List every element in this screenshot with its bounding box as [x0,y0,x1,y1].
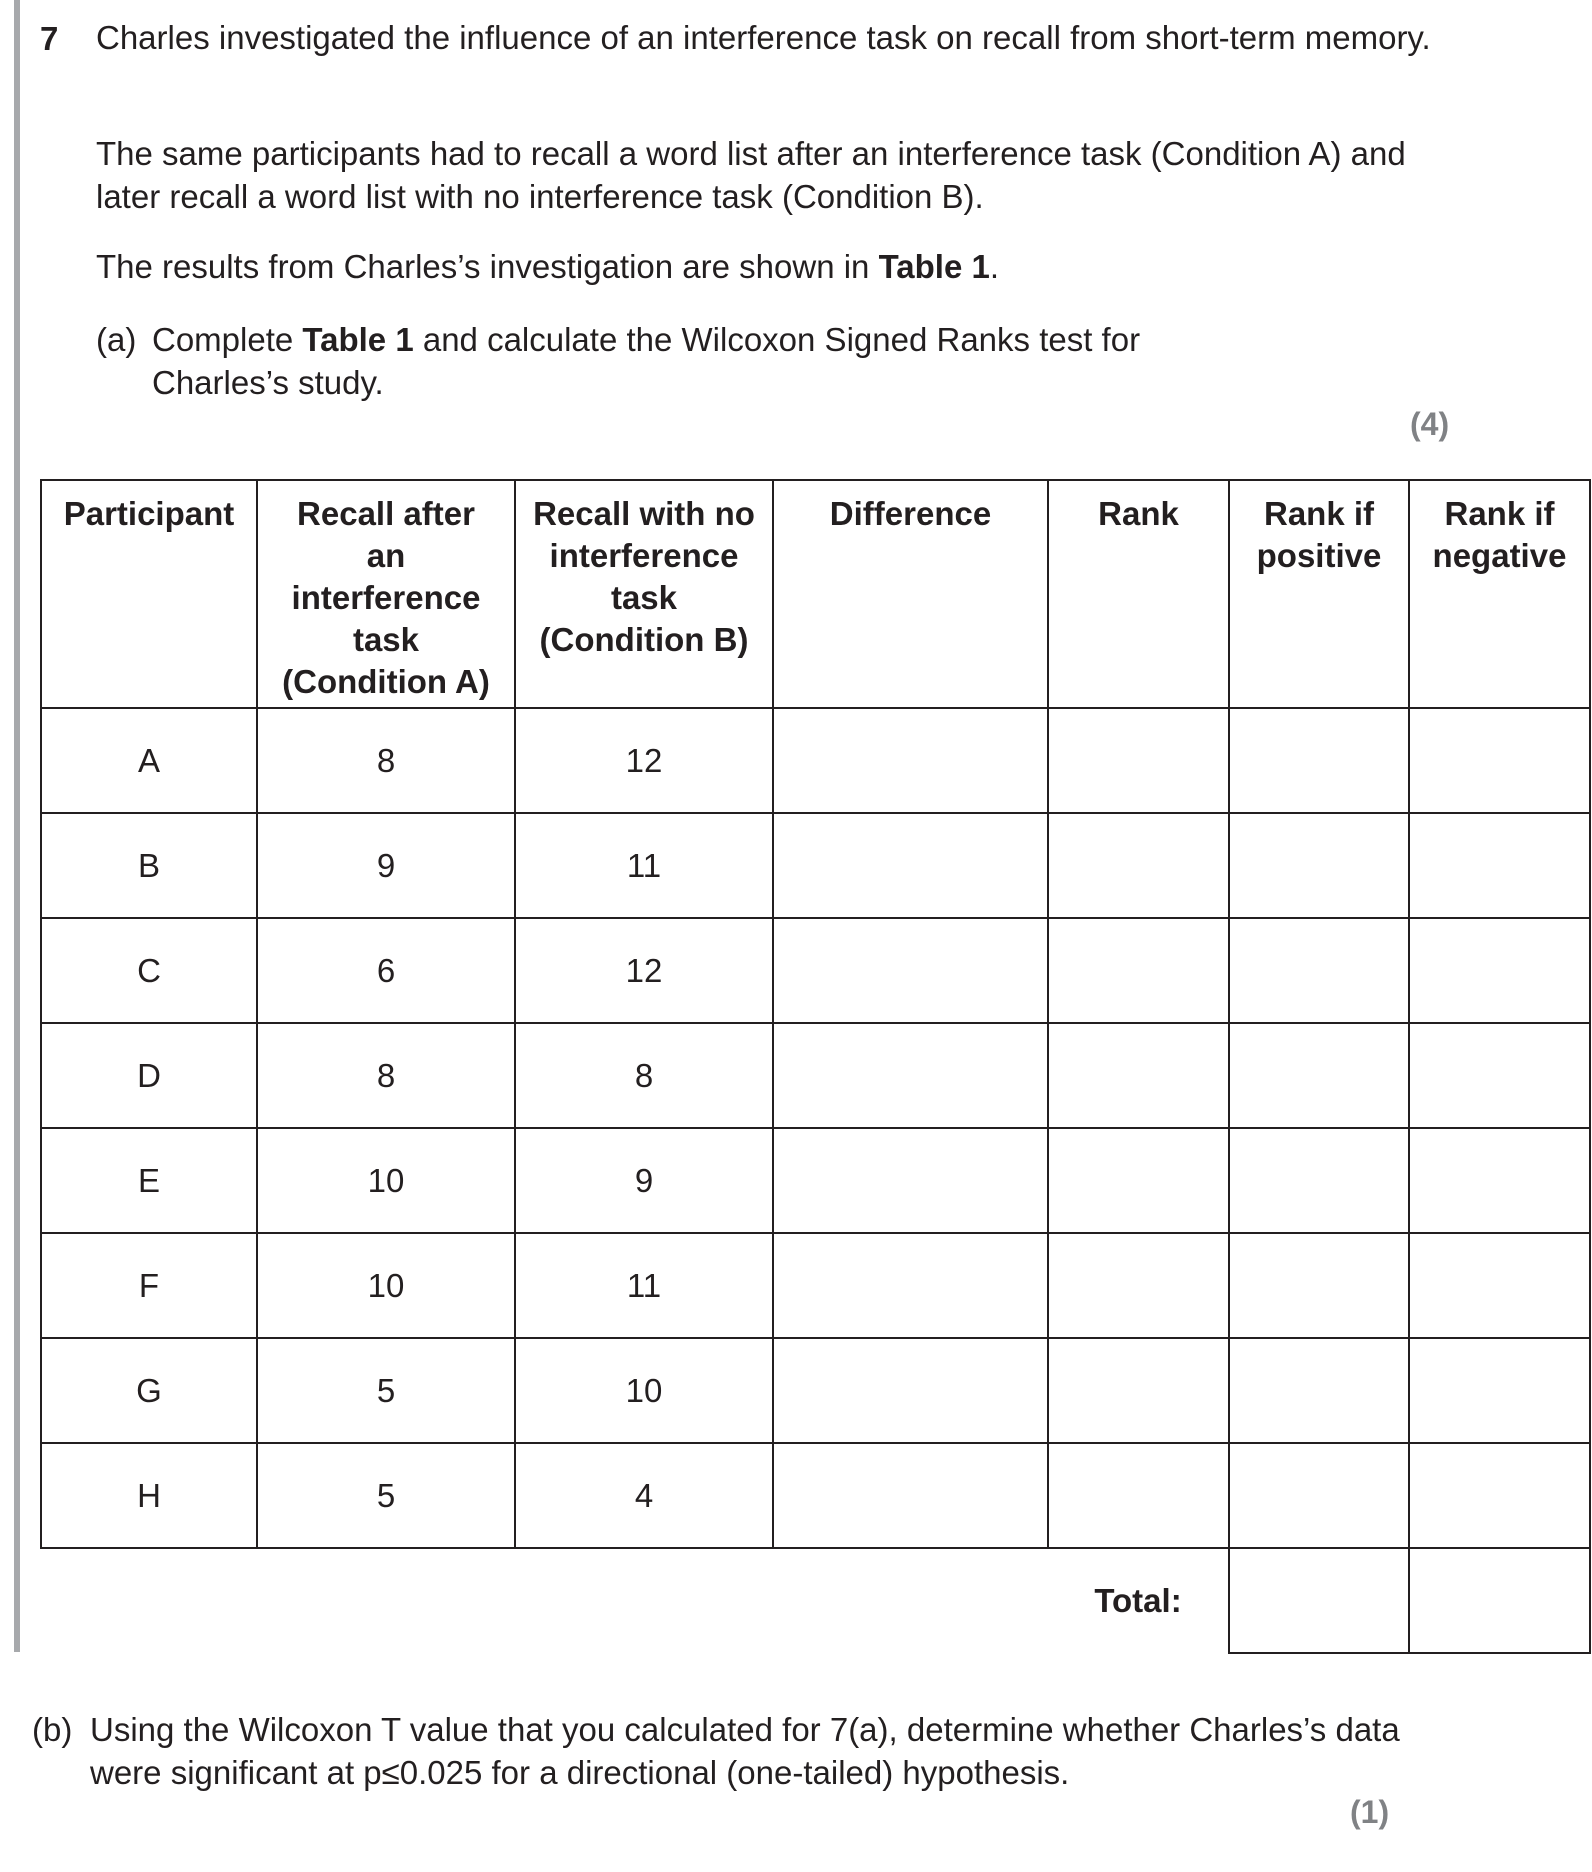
part-b-text: Using the Wilcoxon T value that you calculated for 7(a), determine whether Charles’s data were significant at p≤0.025 for a directional (one-tailed) hypothesis. [90,1711,1400,1791]
margin-bar [14,0,20,1652]
rank-positive-cell[interactable] [1229,1023,1409,1128]
question-paragraph-results [96,245,1476,288]
part-b-label: (b) [32,1711,73,1748]
rank-positive-cell[interactable] [1229,1443,1409,1548]
rank-cell[interactable] [1048,1233,1229,1338]
total-negative-cell[interactable] [1409,1548,1590,1653]
difference-cell[interactable] [773,708,1048,813]
condition-a-cell: 5 [257,1338,515,1443]
condition-a-cell: 9 [257,813,515,918]
empty-cell [41,1548,257,1653]
condition-a-cell: 5 [257,1443,515,1548]
table-header-row [41,480,1590,708]
rank-cell[interactable] [1048,1443,1229,1548]
table-reference: Table 1 [878,248,990,285]
header-condition-a: Recall after an interference task (Condition A) [257,480,515,708]
participant-cell: D [41,1023,257,1128]
table-row [41,813,1590,918]
table-row [41,1338,1590,1443]
header-difference: Difference [773,480,1048,708]
rank-negative-cell[interactable] [1409,813,1590,918]
rank-positive-cell[interactable] [1229,1233,1409,1338]
condition-b-cell: 12 [515,918,773,1023]
part-b-marks: (1) [1350,1794,1390,1830]
table-row [41,918,1590,1023]
condition-b-cell: 12 [515,708,773,813]
header-rank-negative: Rank if negative [1409,480,1590,708]
part-a-label: (a) [96,321,137,358]
question-stem: Charles investigated the influence of an interference task on recall from short-term memory. [96,19,1431,56]
difference-cell[interactable] [773,918,1048,1023]
rank-negative-cell[interactable] [1409,1023,1590,1128]
condition-a-cell: 8 [257,708,515,813]
rank-positive-cell[interactable] [1229,918,1409,1023]
rank-negative-cell[interactable] [1409,708,1590,813]
rank-positive-cell[interactable] [1229,813,1409,918]
difference-cell[interactable] [773,1443,1048,1548]
results-text: The results from Charles’s investigation are shown in [96,248,879,285]
empty-cell [257,1548,515,1653]
part-a-text-start: Complete [152,321,303,358]
part-a-text [152,318,1202,404]
rank-cell[interactable] [1048,1338,1229,1443]
rank-negative-cell[interactable] [1409,918,1590,1023]
part-a-table-reference: Table 1 [302,321,414,358]
difference-cell[interactable] [773,1128,1048,1233]
total-label: Total: [1094,1582,1182,1619]
results-text-end: . [989,248,1000,285]
rank-cell[interactable] [1048,1128,1229,1233]
table-row [41,1023,1590,1128]
condition-b-cell: 9 [515,1128,773,1233]
condition-b-cell: 11 [515,813,773,918]
condition-a-cell: 10 [257,1233,515,1338]
rank-positive-cell[interactable] [1229,1128,1409,1233]
rank-cell[interactable] [1048,1023,1229,1128]
rank-negative-cell[interactable] [1409,1443,1590,1548]
header-condition-b: Recall with no interference task (Condition B) [515,480,773,708]
header-rank: Rank [1048,480,1229,708]
rank-negative-cell[interactable] [1409,1128,1590,1233]
part-a-text-end: and calculate the Wilcoxon Signed Ranks test for Charles’s study. [152,321,1141,401]
condition-b-cell: 8 [515,1023,773,1128]
table-row [41,708,1590,813]
condition-b-cell: 4 [515,1443,773,1548]
participant-cell: A [41,708,257,813]
header-participant: Participant [41,480,257,708]
rank-negative-cell[interactable] [1409,1338,1590,1443]
condition-a-cell: 10 [257,1128,515,1233]
participant-cell: F [41,1233,257,1338]
participant-cell: E [41,1128,257,1233]
condition-a-cell: 6 [257,918,515,1023]
rank-cell[interactable] [1048,708,1229,813]
total-positive-cell[interactable] [1229,1548,1409,1653]
difference-cell[interactable] [773,1338,1048,1443]
total-row [41,1548,1590,1653]
header-rank-positive: Rank if positive [1229,480,1409,708]
rank-cell[interactable] [1048,813,1229,918]
difference-cell[interactable] [773,813,1048,918]
results-table [40,479,1591,1654]
condition-b-cell: 10 [515,1338,773,1443]
rank-positive-cell[interactable] [1229,1338,1409,1443]
part-a-marks: (4) [1410,406,1450,442]
table-row [41,1443,1590,1548]
difference-cell[interactable] [773,1233,1048,1338]
participant-cell: B [41,813,257,918]
table-row [41,1128,1590,1233]
condition-a-cell: 8 [257,1023,515,1128]
participant-cell: G [41,1338,257,1443]
question-paragraph-conditions: The same participants had to recall a word list after an interference task (Condition A) and later recall a word list with no interference task (Condition B). [96,135,1406,215]
rank-cell[interactable] [1048,918,1229,1023]
question-number: 7 [40,20,59,57]
condition-b-cell: 11 [515,1233,773,1338]
empty-cell [773,1548,1048,1653]
table-row [41,1233,1590,1338]
difference-cell[interactable] [773,1023,1048,1128]
rank-negative-cell[interactable] [1409,1233,1590,1338]
empty-cell [515,1548,773,1653]
rank-positive-cell[interactable] [1229,708,1409,813]
participant-cell: H [41,1443,257,1548]
participant-cell: C [41,918,257,1023]
